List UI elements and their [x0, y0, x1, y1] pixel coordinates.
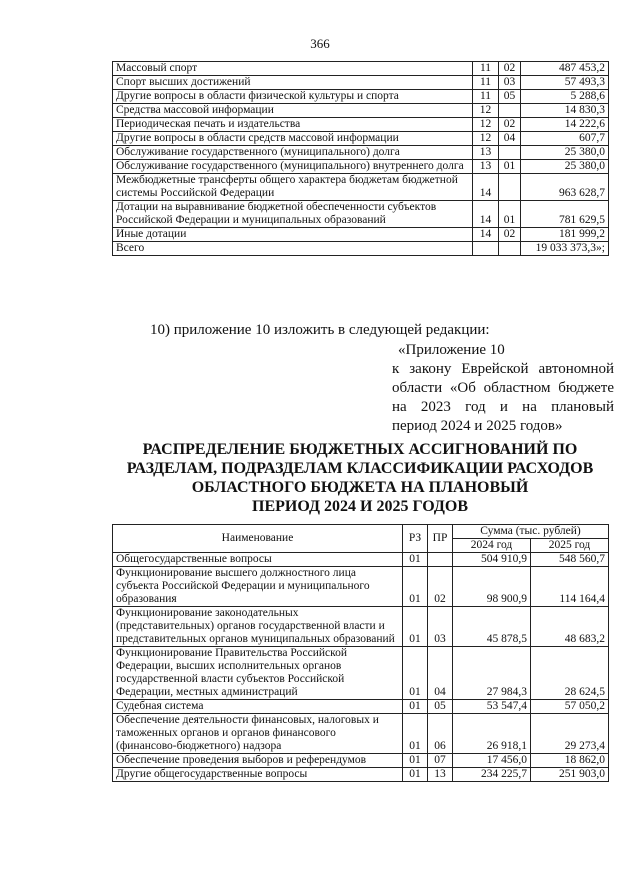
row-sum: 19 033 373,3»; — [521, 242, 609, 256]
row-rz: 14 — [473, 174, 499, 201]
appendix-line-1: «Приложение 10 — [398, 342, 505, 358]
row-sum: 5 288,6 — [521, 90, 609, 104]
row-rz: 11 — [473, 90, 499, 104]
table2-header — [113, 525, 609, 553]
row-rz: 01 — [403, 553, 428, 567]
row-name: Иные дотации — [113, 228, 473, 242]
row-pr — [428, 553, 453, 567]
row-name: Судебная система — [113, 700, 403, 714]
row-2024: 234 225,7 — [453, 768, 531, 782]
table-row — [113, 90, 609, 104]
row-pr — [499, 174, 521, 201]
appendix-line-4: на 2023 год и на плановый — [392, 399, 614, 415]
row-name: Обслуживание государственного (муниципального) долга — [113, 146, 473, 160]
row-rz: 12 — [473, 104, 499, 118]
row-sum: 487 453,2 — [521, 62, 609, 76]
table-row — [113, 228, 609, 242]
table-row — [113, 76, 609, 90]
row-2025: 48 683,2 — [531, 607, 609, 647]
row-pr: 03 — [428, 607, 453, 647]
row-rz: 11 — [473, 76, 499, 90]
header-year-2025: 2025 год — [531, 539, 609, 553]
row-name: Другие вопросы в области физической культуры и спорта — [113, 90, 473, 104]
row-name: Обеспечение проведения выборов и референдумов — [113, 754, 403, 768]
row-name: Другие общегосударственные вопросы — [113, 768, 403, 782]
table-row — [113, 553, 609, 567]
row-pr: 06 — [428, 714, 453, 754]
table-row — [113, 567, 609, 607]
row-name: Средства массовой информации — [113, 104, 473, 118]
row-pr — [499, 104, 521, 118]
row-rz: 14 — [473, 228, 499, 242]
table-row — [113, 607, 609, 647]
row-2024: 17 456,0 — [453, 754, 531, 768]
table-row — [113, 647, 609, 700]
row-sum: 25 380,0 — [521, 160, 609, 174]
row-name: Спорт высших достижений — [113, 76, 473, 90]
document-title — [112, 440, 608, 516]
row-2024: 98 900,9 — [453, 567, 531, 607]
budget-table-continuation — [112, 61, 609, 256]
row-rz: 01 — [403, 700, 428, 714]
row-rz: 13 — [473, 160, 499, 174]
row-pr: 13 — [428, 768, 453, 782]
row-2025: 251 903,0 — [531, 768, 609, 782]
appendix-line-5: период 2024 и 2025 годов» — [392, 418, 563, 434]
table-row — [113, 714, 609, 754]
table-row — [113, 132, 609, 146]
table-row — [113, 62, 609, 76]
table1-body — [113, 62, 609, 256]
row-rz: 01 — [403, 754, 428, 768]
row-rz: 11 — [473, 62, 499, 76]
title-line-2: РАЗДЕЛАМ, ПОДРАЗДЕЛАМ КЛАССИФИКАЦИИ РАСХОДОВ — [126, 460, 594, 477]
row-rz — [473, 242, 499, 256]
row-rz: 12 — [473, 132, 499, 146]
row-sum: 14 222,6 — [521, 118, 609, 132]
row-name: Всего — [113, 242, 473, 256]
row-2025: 57 050,2 — [531, 700, 609, 714]
row-rz: 12 — [473, 118, 499, 132]
row-sum: 781 629,5 — [521, 201, 609, 228]
row-2024: 504 910,9 — [453, 553, 531, 567]
row-sum: 181 999,2 — [521, 228, 609, 242]
row-pr — [499, 242, 521, 256]
row-pr — [499, 146, 521, 160]
row-name: Функционирование высшего должностного лица субъекта Российской Федерации и муниципального образования — [113, 567, 403, 607]
row-name: Дотации на выравнивание бюджетной обеспеченности субъектов Российской Федерации и муниципальных образований — [113, 201, 473, 228]
table-row — [113, 754, 609, 768]
row-name: Другие вопросы в области средств массовой информации — [113, 132, 473, 146]
row-2025: 28 624,5 — [531, 647, 609, 700]
row-sum: 25 380,0 — [521, 146, 609, 160]
row-2025: 548 560,7 — [531, 553, 609, 567]
row-pr: 04 — [499, 132, 521, 146]
header-year-2024: 2024 год — [453, 539, 531, 553]
row-2024: 53 547,4 — [453, 700, 531, 714]
row-2025: 18 862,0 — [531, 754, 609, 768]
table-row — [113, 104, 609, 118]
row-pr: 02 — [428, 567, 453, 607]
row-2025: 29 273,4 — [531, 714, 609, 754]
row-name: Общегосударственные вопросы — [113, 553, 403, 567]
row-rz: 01 — [403, 567, 428, 607]
row-name: Массовый спорт — [113, 62, 473, 76]
title-line-4: ПЕРИОД 2024 И 2025 ГОДОВ — [252, 498, 468, 515]
appendix-reference — [392, 341, 614, 436]
row-sum: 607,7 — [521, 132, 609, 146]
row-2024: 26 918,1 — [453, 714, 531, 754]
row-sum: 14 830,3 — [521, 104, 609, 118]
table2-body — [113, 553, 609, 782]
budget-allocation-table — [112, 524, 609, 782]
row-name: Обслуживание государственного (муниципального) внутреннего долга — [113, 160, 473, 174]
row-2024: 27 984,3 — [453, 647, 531, 700]
amendment-paragraph: 10) приложение 10 изложить в следующей редакции: — [150, 322, 490, 338]
row-pr: 02 — [499, 228, 521, 242]
row-rz: 01 — [403, 647, 428, 700]
table-row — [113, 160, 609, 174]
header-name: Наименование — [113, 525, 403, 553]
appendix-line-3: области «Об областном бюджете — [392, 380, 614, 396]
row-sum: 963 628,7 — [521, 174, 609, 201]
row-pr: 05 — [428, 700, 453, 714]
row-name: Обеспечение деятельности финансовых, налоговых и таможенных органов и органов финансового (финансово-бюджетного) надзора — [113, 714, 403, 754]
row-rz: 13 — [473, 146, 499, 160]
row-2025: 114 164,4 — [531, 567, 609, 607]
row-pr: 02 — [499, 118, 521, 132]
table-row — [113, 146, 609, 160]
row-rz: 01 — [403, 714, 428, 754]
row-rz: 01 — [403, 768, 428, 782]
row-rz: 01 — [403, 607, 428, 647]
row-2024: 45 878,5 — [453, 607, 531, 647]
header-rz: РЗ — [403, 525, 428, 553]
table-row — [113, 118, 609, 132]
table-row-total — [113, 242, 609, 256]
table-row — [113, 174, 609, 201]
title-line-3: ОБЛАСТНОГО БЮДЖЕТА НА ПЛАНОВЫЙ — [191, 479, 529, 496]
row-pr: 02 — [499, 62, 521, 76]
row-rz: 14 — [473, 201, 499, 228]
header-sum: Сумма (тыс. рублей) — [453, 525, 609, 539]
table-row — [113, 768, 609, 782]
appendix-line-2: к закону Еврейской автономной — [392, 361, 614, 377]
row-pr: 03 — [499, 76, 521, 90]
table-row — [113, 201, 609, 228]
title-line-1: РАСПРЕДЕЛЕНИЕ БЮДЖЕТНЫХ АССИГНОВАНИЙ ПО — [142, 441, 578, 458]
header-pr: ПР — [428, 525, 453, 553]
row-name: Функционирование Правительства Российской Федерации, высших исполнительных органов государственной власти субъектов Российской Федерации, местных администраций — [113, 647, 403, 700]
row-pr: 01 — [499, 160, 521, 174]
row-pr: 01 — [499, 201, 521, 228]
row-name: Функционирование законодательных (представительных) органов государственной власти и представительных органов муниципальных образований — [113, 607, 403, 647]
row-pr: 07 — [428, 754, 453, 768]
row-sum: 57 493,3 — [521, 76, 609, 90]
page-number: 366 — [310, 36, 330, 51]
row-pr: 05 — [499, 90, 521, 104]
table-row — [113, 700, 609, 714]
row-name: Периодическая печать и издательства — [113, 118, 473, 132]
row-pr: 04 — [428, 647, 453, 700]
row-name: Межбюджетные трансферты общего характера бюджетам бюджетной системы Российской Федерации — [113, 174, 473, 201]
